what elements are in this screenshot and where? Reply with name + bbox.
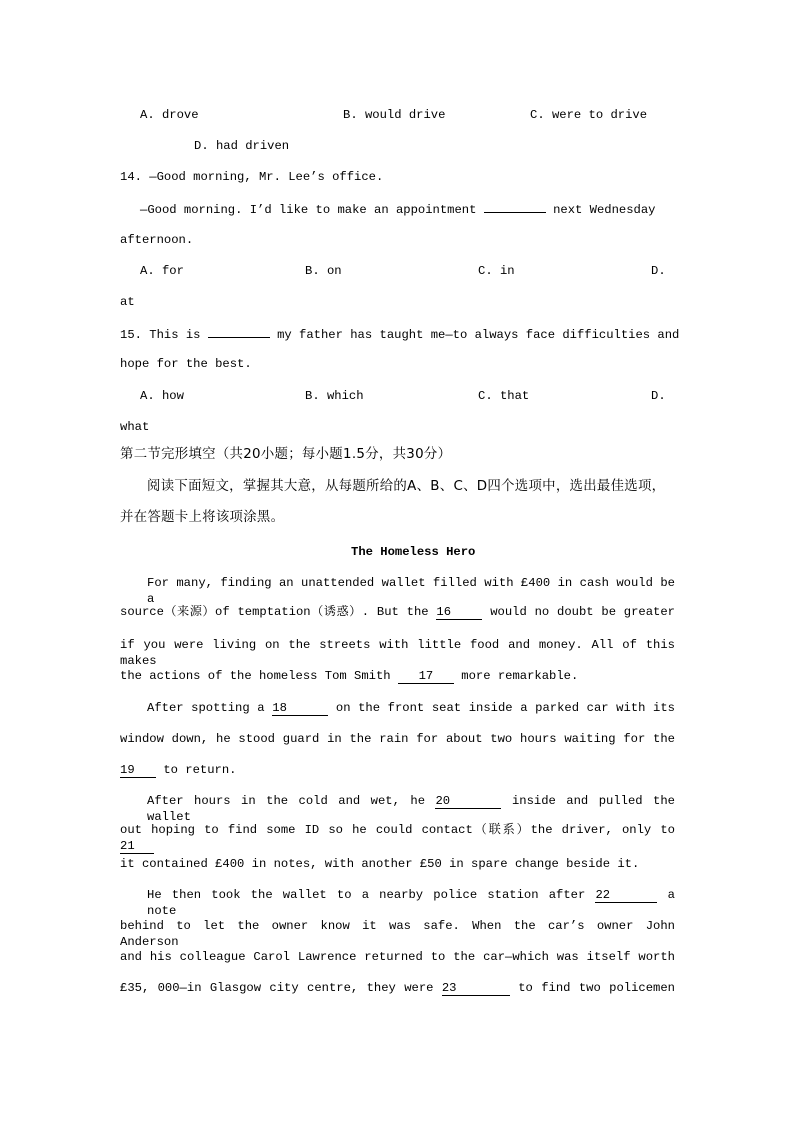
- p3-line1-part2: inside and pulled the wallet: [147, 794, 675, 824]
- p3-line3: it contained £400 in notes, with another £50 in spare change beside it.: [120, 857, 640, 871]
- p2-line1-part2: on the front seat inside a parked car with its: [335, 701, 675, 715]
- p3-line1: [147, 793, 675, 825]
- p4-line1-part1: He then took the wallet to a nearby police station after: [147, 888, 586, 902]
- q13-option-a: A. drove: [140, 108, 199, 122]
- p4-line2: behind to let the owner know it was safe. When the car’s owner John Anderson: [120, 919, 675, 949]
- q15-option-d-label: D.: [651, 389, 666, 403]
- p1-line4-part2: more remarkable.: [461, 669, 579, 683]
- q14-option-c: C. in: [478, 264, 515, 278]
- p4-line4: [120, 980, 675, 996]
- q14-stem-line3: afternoon.: [120, 233, 194, 247]
- p2-line1-part1: After spotting a: [147, 701, 265, 715]
- q14-stem-line2: [140, 200, 656, 218]
- q14-option-d-text: at: [120, 295, 135, 309]
- p4-line4-part2: to find two policemen: [518, 981, 675, 995]
- section2-heading: 第二节完形填空（共20小题；每小题1.5分，共30分）: [120, 447, 452, 462]
- q13-option-c: C. were to drive: [530, 108, 648, 122]
- q14-answer-blank: [484, 200, 546, 213]
- section2-instruction-line2: 并在答题卡上将该项涂黑。: [120, 510, 285, 525]
- p1-line4-part1: the actions of the homeless Tom Smith: [120, 669, 391, 683]
- p4-line3: and his colleague Carol Lawrence returned to the car—which was itself worth: [120, 950, 675, 964]
- q15-stem-line1: [120, 325, 679, 343]
- q15-option-b: B. which: [305, 389, 364, 403]
- passage-title: The Homeless Hero: [351, 545, 476, 559]
- p2-line1: [147, 700, 675, 716]
- blank-21: 21: [120, 839, 154, 854]
- section2-instruction-line1: 阅读下面短文，掌握其大意，从每题所给的A、B、C、D四个选项中，选出最佳选项，: [147, 479, 666, 494]
- p3-line2-text: out hoping to find some ID so he could contact（联系）the driver, only to: [120, 823, 675, 837]
- blank-16: 16: [436, 605, 482, 620]
- q15-option-a: A. how: [140, 389, 184, 403]
- q13-option-d: D. had driven: [194, 139, 290, 153]
- blank-18: 18: [272, 701, 328, 716]
- p1-line4: [120, 668, 578, 684]
- q15-answer-blank: [208, 325, 270, 338]
- q15-stem-part1: 15. This is: [120, 328, 201, 342]
- p3-line2: [120, 822, 675, 854]
- p4-line1: [147, 887, 675, 919]
- q15-option-d-text: what: [120, 420, 150, 434]
- p2-line3-text: to return.: [163, 763, 237, 777]
- p1-line2: [120, 604, 675, 620]
- q13-option-b: B. would drive: [343, 108, 446, 122]
- blank-17: 17: [398, 669, 454, 684]
- blank-19: 19: [120, 763, 156, 778]
- p2-line2: window down, he stood guard in the rain for about two hours waiting for the: [120, 732, 675, 746]
- p1-line3: if you were living on the streets with little food and money. All of this makes: [120, 638, 675, 668]
- p3-line1-part1: After hours in the cold and wet, he: [147, 794, 426, 808]
- q14-stem-part1: —Good morning. I’d like to make an appointment: [140, 203, 477, 217]
- p2-line3: [120, 762, 236, 778]
- q14-option-d-label: D.: [651, 264, 666, 278]
- q15-stem-line2: hope for the best.: [120, 357, 252, 371]
- blank-23: 23: [442, 981, 510, 996]
- p1-line2-part2: would no doubt be greater: [490, 605, 675, 619]
- q14-stem-line1: 14. —Good morning, Mr. Lee’s office.: [120, 170, 384, 184]
- q14-stem-part2: next Wednesday: [553, 203, 656, 217]
- blank-20: 20: [435, 794, 501, 809]
- q15-stem-part2: my father has taught me—to always face difficulties and: [277, 328, 680, 342]
- q15-option-c: C. that: [478, 389, 530, 403]
- p1-line1: For many, finding an unattended wallet filled with £400 in cash would be a: [147, 576, 675, 606]
- q14-option-a: A. for: [140, 264, 184, 278]
- p4-line4-part1: £35, 000—in Glasgow city centre, they were: [120, 981, 434, 995]
- blank-22: 22: [595, 888, 657, 903]
- q14-option-b: B. on: [305, 264, 342, 278]
- p1-line2-part1: source（来源）of temptation（诱惑）. But the: [120, 605, 429, 619]
- p4-line1-part2: a note: [147, 888, 675, 918]
